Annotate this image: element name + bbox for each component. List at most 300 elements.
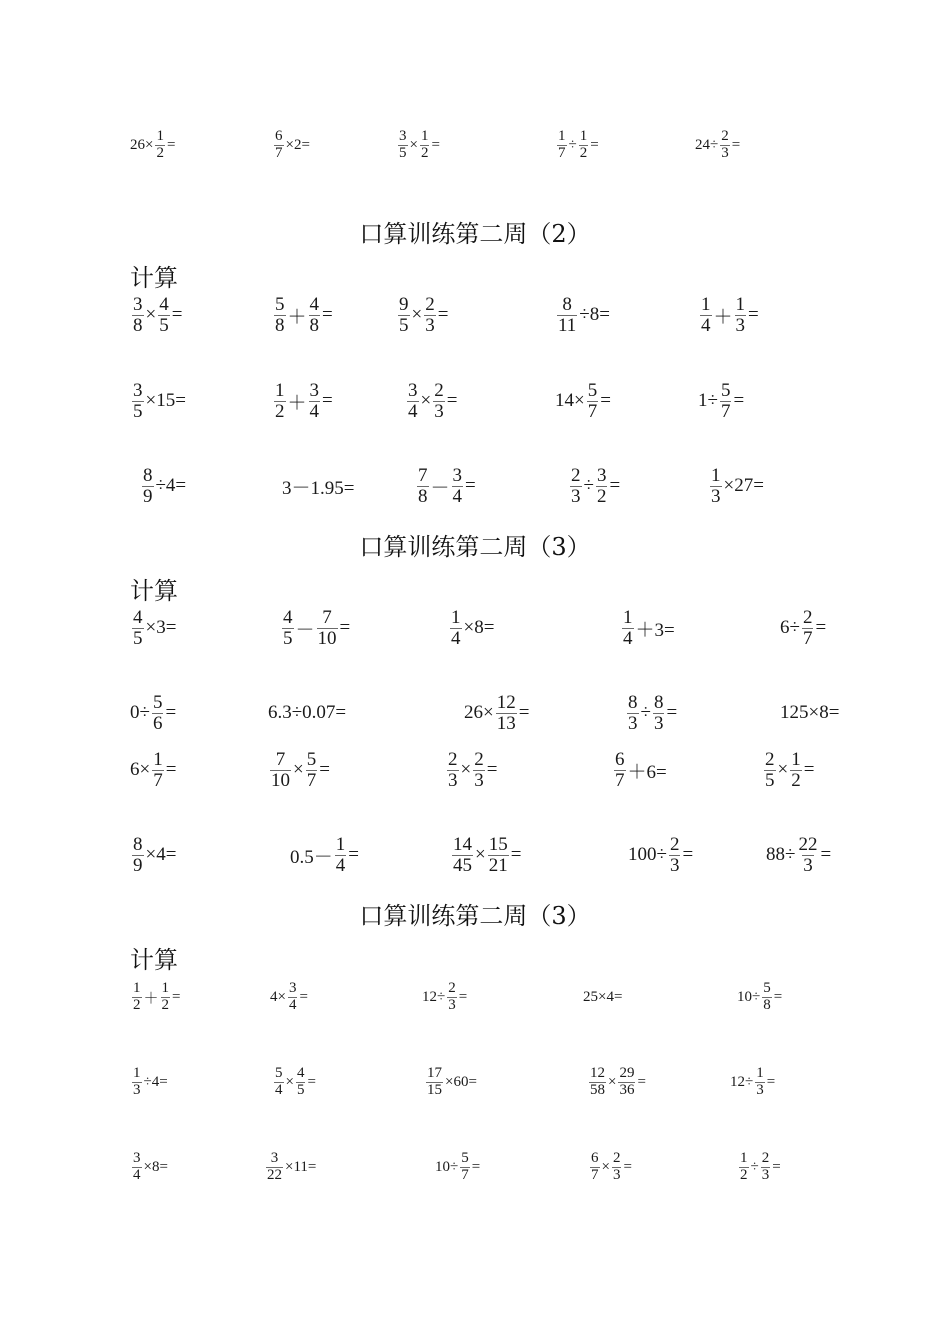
- math-problem: [264, 1137, 316, 1197]
- expression-text: ×: [285, 1073, 294, 1090]
- expression-text: ×: [409, 136, 418, 153]
- fraction-denominator: 9: [143, 485, 153, 507]
- expression-text: ×: [411, 304, 423, 325]
- fraction: [797, 835, 818, 876]
- fraction: [420, 129, 430, 162]
- fraction: [735, 295, 747, 336]
- expression-text: ÷: [750, 1158, 759, 1175]
- math-problem: [405, 371, 457, 431]
- math-problem: [698, 371, 744, 431]
- expression-text: ×: [293, 759, 304, 780]
- fraction-denominator: 10: [317, 627, 337, 649]
- expression-text: =: [733, 390, 745, 411]
- fraction: [274, 381, 286, 422]
- fraction-numerator: 2: [474, 748, 484, 770]
- math-problem: [282, 456, 354, 516]
- fraction: [450, 608, 462, 649]
- fraction-denominator: 3: [628, 712, 638, 734]
- math-problem: [737, 967, 782, 1027]
- fraction: [570, 466, 582, 507]
- fraction-denominator: 5: [296, 1081, 305, 1098]
- fraction: [622, 608, 634, 649]
- section-title: 口算训练第二周（2）: [359, 220, 591, 248]
- fraction-numerator: 3: [133, 379, 143, 401]
- fraction-numerator: 3: [288, 979, 297, 996]
- math-problem: [130, 371, 186, 431]
- fraction-numerator: 1: [275, 379, 285, 401]
- fraction-numerator: 5: [587, 379, 598, 401]
- section-title: 口算训练第二周（3）: [359, 902, 591, 930]
- math-problem: [568, 456, 620, 516]
- expression-text: =: [518, 702, 530, 723]
- fraction-numerator: 1: [740, 1149, 748, 1166]
- expression-text: ×: [460, 759, 472, 780]
- expression-text: =: [319, 759, 330, 780]
- fraction-numerator: 2: [434, 379, 444, 401]
- expression-text: =: [307, 1073, 316, 1090]
- fraction-numerator: 5: [763, 979, 771, 996]
- fraction-denominator: 4: [309, 400, 320, 422]
- fraction-numerator: 2: [669, 833, 680, 855]
- fraction: [132, 835, 144, 876]
- expression-text: =: [431, 136, 440, 153]
- math-problem: [130, 1052, 168, 1112]
- expression-text: =: [510, 844, 522, 865]
- fraction-denominator: 3: [711, 485, 721, 507]
- problem-row: [0, 371, 950, 431]
- fraction-numerator: 1: [335, 833, 346, 855]
- fraction: [700, 295, 712, 336]
- fraction-denominator: 36: [619, 1081, 635, 1098]
- math-problem: [268, 683, 346, 743]
- fraction-numerator: 4: [309, 293, 320, 315]
- expression-text: －: [430, 477, 450, 499]
- fraction: [764, 750, 776, 791]
- math-problem: [396, 115, 440, 175]
- fraction-numerator: 1: [558, 127, 566, 144]
- expression-text: 88÷: [766, 844, 796, 865]
- expression-text: 12÷: [730, 1073, 754, 1090]
- expression-text: =: [820, 844, 832, 865]
- expression-text: =: [446, 390, 458, 411]
- fraction-denominator: 13: [496, 712, 516, 734]
- expression-text: ×11=: [285, 1158, 317, 1175]
- fraction: [589, 1066, 606, 1099]
- math-problem: [448, 598, 494, 658]
- expression-text: ×8=: [463, 617, 495, 638]
- section-label: 计算: [130, 577, 178, 605]
- fraction-denominator: 2: [579, 144, 588, 161]
- section-label: 计算: [130, 946, 178, 974]
- fraction-numerator: 3: [596, 464, 607, 486]
- fraction-denominator: 3: [761, 1166, 770, 1183]
- fraction: [270, 750, 291, 791]
- fraction-denominator: 5: [399, 314, 409, 336]
- math-problem: [130, 115, 175, 175]
- math-problem: [762, 740, 814, 800]
- fraction-denominator: 45: [453, 854, 472, 876]
- fraction-numerator: 7: [322, 606, 332, 628]
- expression-text: 100÷: [628, 844, 667, 865]
- expression-text: ×27=: [723, 475, 764, 496]
- fraction-denominator: 9: [133, 854, 143, 876]
- fraction-denominator: 3: [133, 1081, 141, 1098]
- fraction: [132, 1151, 142, 1184]
- fraction-denominator: 7: [153, 769, 163, 791]
- fraction: [473, 750, 485, 791]
- math-problem: [268, 740, 330, 800]
- expression-text: ＋: [287, 392, 307, 414]
- expression-text: 6.3÷0.07=: [268, 702, 347, 723]
- fraction-numerator: 1: [756, 1064, 764, 1081]
- fraction: [317, 608, 338, 649]
- math-problem: [620, 598, 675, 658]
- expression-text: =: [348, 844, 359, 865]
- expression-text: ×8=: [143, 1158, 168, 1175]
- expression-text: 1÷: [698, 390, 718, 411]
- fraction-denominator: 5: [159, 314, 169, 336]
- fraction-numerator: 3: [133, 293, 143, 315]
- fraction-denominator: 4: [408, 400, 418, 422]
- expression-text: =: [682, 844, 694, 865]
- fraction: [802, 608, 814, 649]
- fraction: [132, 381, 144, 422]
- fraction: [417, 466, 429, 507]
- problem-row: [0, 683, 950, 743]
- fraction: [398, 129, 408, 162]
- fraction: [755, 1066, 765, 1099]
- fraction: [720, 129, 730, 162]
- fraction-denominator: 7: [802, 627, 813, 649]
- expression-text: =: [299, 988, 308, 1005]
- fraction-numerator: 7: [418, 464, 428, 486]
- fraction-numerator: 3: [309, 379, 320, 401]
- fraction-numerator: 1: [623, 606, 633, 628]
- expression-text: 24÷: [695, 136, 719, 153]
- fraction-numerator: 1: [161, 979, 170, 996]
- fraction-numerator: 12: [590, 1064, 605, 1081]
- fraction-numerator: 6: [615, 748, 625, 770]
- problem-row: [0, 825, 950, 885]
- expression-text: =: [772, 1158, 781, 1175]
- fraction-denominator: 3: [721, 144, 729, 161]
- fraction: [761, 1151, 771, 1184]
- fraction-numerator: 2: [571, 464, 581, 486]
- fraction-denominator: 5: [283, 627, 293, 649]
- fraction-numerator: 2: [765, 748, 775, 770]
- fraction: [152, 693, 164, 734]
- fraction-numerator: 1: [579, 127, 588, 144]
- expression-text: ×60=: [445, 1073, 477, 1090]
- expression-text: 10÷: [435, 1158, 459, 1175]
- expression-text: ÷: [568, 136, 577, 153]
- math-problem: [588, 1137, 632, 1197]
- fraction: [132, 981, 142, 1014]
- fraction-numerator: 2: [761, 1149, 770, 1166]
- fraction: [587, 381, 599, 422]
- expression-text: =: [458, 988, 468, 1005]
- expression-text: ÷4=: [155, 475, 187, 496]
- math-problem: [270, 967, 308, 1027]
- fraction-numerator: 14: [453, 833, 472, 855]
- fraction-denominator: 3: [434, 400, 444, 422]
- math-problem: [130, 598, 176, 658]
- expression-text: ×4=: [145, 844, 177, 865]
- fraction-numerator: 15: [488, 833, 508, 855]
- fraction: [433, 381, 445, 422]
- fraction: [447, 750, 459, 791]
- fraction: [282, 608, 294, 649]
- math-problem: [695, 115, 740, 175]
- fraction: [790, 750, 802, 791]
- expression-text: ÷: [640, 702, 651, 723]
- expression-text: =: [637, 1073, 646, 1090]
- fraction: [274, 129, 284, 162]
- math-problem: [272, 1052, 316, 1112]
- expression-text: =: [322, 390, 333, 411]
- fraction: [710, 466, 722, 507]
- fraction-numerator: 2: [448, 979, 456, 996]
- expression-text: ＋: [713, 306, 733, 328]
- fraction: [158, 295, 170, 336]
- expression-text: ×: [420, 390, 432, 411]
- fraction-numerator: 3: [399, 127, 407, 144]
- fraction: [452, 835, 473, 876]
- fraction-denominator: 11: [558, 314, 577, 336]
- expression-text: ×: [777, 759, 789, 780]
- fraction-numerator: 1: [133, 1064, 141, 1081]
- problem-row: [0, 740, 950, 800]
- expression-text: ＋3=: [635, 619, 675, 641]
- fraction-denominator: 58: [590, 1081, 605, 1098]
- fraction-numerator: 1: [791, 748, 801, 770]
- math-problem: [272, 285, 333, 345]
- expression-text: =: [666, 702, 678, 723]
- fraction-denominator: 7: [275, 144, 283, 161]
- fraction-numerator: 8: [628, 691, 638, 713]
- fraction-denominator: 8: [309, 314, 320, 336]
- fraction: [653, 693, 665, 734]
- math-problem: [464, 683, 529, 743]
- fraction-numerator: 1: [133, 979, 141, 996]
- expression-text: 6×: [130, 759, 151, 780]
- expression-text: ÷4=: [143, 1073, 168, 1090]
- math-problem: [272, 371, 333, 431]
- fraction-denominator: 5: [133, 400, 143, 422]
- fraction-denominator: 3: [756, 1081, 764, 1098]
- fraction: [274, 295, 286, 336]
- fraction: [161, 981, 171, 1014]
- expression-text: 6÷: [780, 617, 800, 638]
- fraction-denominator: 8: [133, 314, 143, 336]
- expression-text: =: [623, 1158, 632, 1175]
- fraction: [669, 835, 681, 876]
- fraction-denominator: 5: [765, 769, 775, 791]
- math-problem: [628, 825, 693, 885]
- fraction-denominator: 2: [161, 996, 170, 1013]
- expression-text: =: [803, 759, 815, 780]
- fraction-numerator: 5: [461, 1149, 469, 1166]
- fraction-denominator: 3: [571, 485, 581, 507]
- fraction-numerator: 2: [721, 127, 729, 144]
- expression-text: =: [165, 702, 177, 723]
- fraction-numerator: 7: [275, 748, 286, 770]
- section-title: 口算训练第二周（3）: [359, 533, 591, 561]
- fraction-numerator: 6: [275, 127, 283, 144]
- math-problem: [625, 683, 677, 743]
- fraction: [424, 295, 436, 336]
- expression-text: 125×8=: [780, 702, 840, 723]
- math-problem: [612, 740, 667, 800]
- expression-text: 26×: [464, 702, 494, 723]
- fraction: [306, 750, 318, 791]
- fraction-denominator: 8: [763, 996, 771, 1013]
- problem-row: [0, 598, 950, 658]
- expression-text: =: [590, 136, 599, 153]
- fraction-denominator: 3: [669, 854, 680, 876]
- fraction-denominator: 7: [461, 1166, 469, 1183]
- fraction-denominator: 15: [427, 1081, 442, 1098]
- fraction-denominator: 3: [735, 314, 746, 336]
- fraction-denominator: 22: [267, 1166, 282, 1183]
- math-problem: [130, 740, 176, 800]
- fraction: [596, 466, 608, 507]
- expression-text: ×3=: [145, 617, 177, 638]
- fraction-denominator: 7: [720, 400, 731, 422]
- fraction-denominator: 8: [275, 314, 285, 336]
- expression-text: 10÷: [737, 988, 761, 1005]
- fraction-denominator: 5: [133, 627, 143, 649]
- math-problem: [130, 1137, 168, 1197]
- fraction-numerator: 8: [143, 464, 153, 486]
- fraction-numerator: 22: [798, 833, 818, 855]
- math-problem: [555, 285, 610, 345]
- expression-text: =: [766, 1073, 776, 1090]
- fraction-denominator: 4: [133, 1166, 141, 1183]
- math-problem: [583, 967, 622, 1027]
- fraction-denominator: 3: [425, 314, 435, 336]
- expression-text: 25×4=: [583, 988, 623, 1005]
- fraction-denominator: 2: [596, 485, 607, 507]
- fraction-numerator: 4: [159, 293, 169, 315]
- expression-text: =: [609, 475, 621, 496]
- fraction: [288, 981, 298, 1014]
- fraction-denominator: 6: [152, 712, 163, 734]
- expression-text: －: [295, 619, 315, 641]
- expression-text: =: [731, 136, 741, 153]
- expression-text: ×: [601, 1158, 610, 1175]
- fraction-numerator: 4: [283, 606, 293, 628]
- fraction-numerator: 1: [156, 127, 164, 144]
- fraction-numerator: 9: [399, 293, 409, 315]
- expression-text: =: [172, 988, 181, 1005]
- math-problem: [737, 1137, 781, 1197]
- fraction-denominator: 7: [587, 400, 598, 422]
- fraction-denominator: 7: [306, 769, 317, 791]
- fraction: [155, 129, 165, 162]
- fraction-denominator: 4: [335, 854, 346, 876]
- problem-row: [0, 285, 950, 345]
- fraction-denominator: 3: [803, 854, 813, 876]
- fraction-numerator: 2: [448, 748, 458, 770]
- fraction: [618, 1066, 635, 1099]
- problem-row: [0, 967, 950, 1027]
- expression-text: =: [471, 1158, 481, 1175]
- fraction: [407, 381, 419, 422]
- expression-text: =: [600, 390, 611, 411]
- fraction-denominator: 4: [451, 627, 461, 649]
- fraction-numerator: 17: [427, 1064, 442, 1081]
- fraction: [274, 1066, 284, 1099]
- fraction-denominator: 10: [271, 769, 290, 791]
- fraction-denominator: 8: [418, 485, 428, 507]
- math-problem: [130, 285, 182, 345]
- fraction: [132, 295, 144, 336]
- expression-text: ＋: [287, 306, 307, 328]
- fraction-numerator: 6: [591, 1149, 599, 1166]
- math-problem: [130, 683, 176, 743]
- fraction-numerator: 5: [306, 748, 317, 770]
- fraction-numerator: 12: [496, 691, 516, 713]
- expression-text: 26×: [130, 136, 154, 153]
- fraction: [447, 981, 457, 1014]
- fraction: [590, 1151, 600, 1184]
- math-problem: [780, 598, 826, 658]
- fraction-numerator: 3: [452, 464, 463, 486]
- math-problem: [290, 825, 359, 885]
- expression-text: ÷8=: [579, 304, 610, 325]
- fraction: [398, 295, 410, 336]
- section-label: 计算: [130, 264, 178, 292]
- fraction-numerator: 1: [711, 464, 721, 486]
- fraction-denominator: 3: [448, 769, 458, 791]
- fraction-numerator: 3: [270, 1149, 279, 1166]
- math-problem: [130, 825, 176, 885]
- math-problem: [445, 740, 497, 800]
- fraction: [426, 1066, 443, 1099]
- fraction-numerator: 29: [619, 1064, 635, 1081]
- expression-text: =: [748, 304, 759, 325]
- fraction-numerator: 1: [735, 293, 746, 315]
- fraction: [132, 1066, 142, 1099]
- fraction: [496, 693, 517, 734]
- fraction-denominator: 3: [474, 769, 484, 791]
- expression-text: =: [486, 759, 498, 780]
- fraction: [739, 1151, 749, 1184]
- expression-text: ＋6=: [627, 761, 667, 783]
- fraction-denominator: 7: [558, 144, 566, 161]
- fraction-denominator: 4: [623, 627, 633, 649]
- fraction: [266, 1151, 283, 1184]
- expression-text: =: [815, 617, 827, 638]
- expression-text: =: [339, 617, 351, 638]
- fraction-numerator: 2: [612, 1149, 621, 1166]
- expression-text: =: [171, 304, 183, 325]
- fraction: [488, 835, 509, 876]
- math-problem: [555, 371, 611, 431]
- fraction-denominator: 4: [288, 996, 297, 1013]
- fraction-numerator: 8: [133, 833, 143, 855]
- fraction-denominator: 4: [452, 485, 463, 507]
- expression-text: =: [322, 304, 333, 325]
- fraction-numerator: 1: [451, 606, 461, 628]
- fraction-numerator: 1: [153, 748, 163, 770]
- fraction: [612, 1151, 622, 1184]
- math-problem: [555, 115, 599, 175]
- math-problem: [140, 456, 186, 516]
- fraction: [309, 295, 321, 336]
- math-problem: [730, 1052, 775, 1112]
